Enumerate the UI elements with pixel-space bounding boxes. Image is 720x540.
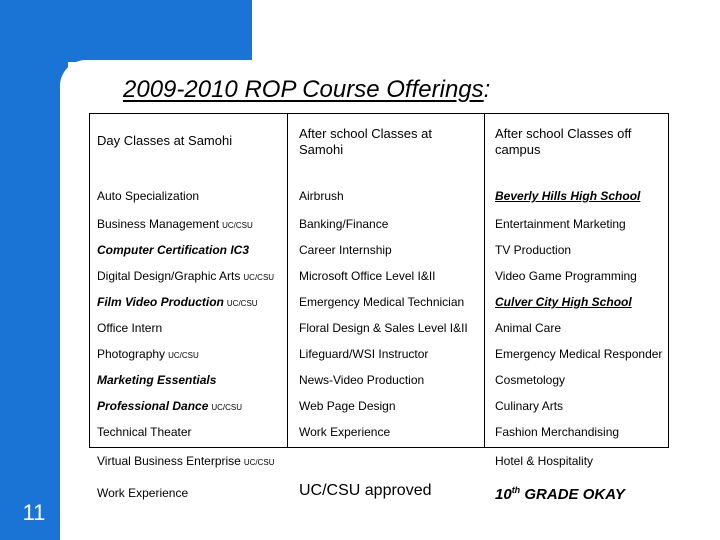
course-cell: Entertainment Marketing	[495, 217, 626, 231]
course-name: Photography	[97, 347, 166, 361]
course-cell: Technical Theater	[97, 425, 192, 439]
table-border-right	[668, 113, 669, 447]
decor-blue-sidebar	[0, 0, 68, 540]
course-cell: Auto Specialization	[97, 189, 200, 203]
uc-csu-tag: UC/CSU	[226, 299, 258, 308]
course-cell: Career Internship	[299, 243, 392, 257]
grade-suffix: th	[511, 485, 521, 495]
course-cell: Lifeguard/WSI Instructor	[299, 347, 429, 361]
grade-number: 10	[495, 486, 512, 503]
course-cell: Microsoft Office Level I&II	[299, 269, 436, 283]
table-border-top	[89, 113, 669, 114]
slide-title	[123, 76, 490, 104]
course-cell: Office Intern	[97, 321, 163, 335]
course-cell	[97, 399, 242, 415]
course-cell: Animal Care	[495, 321, 562, 335]
school-heading: Culver City High School	[495, 295, 632, 309]
course-name: Digital Design/Graphic Arts	[97, 269, 241, 283]
course-cell: Emergency Medical Responder	[495, 347, 663, 361]
uc-csu-tag: UC/CSU	[243, 273, 275, 282]
course-name: Business Management	[97, 217, 220, 231]
table-divider-1	[287, 113, 288, 447]
course-cell: Work Experience	[97, 486, 189, 500]
course-cell: Fashion Merchandising	[495, 425, 620, 439]
uc-csu-approved-note: UC/CSU approved	[299, 482, 432, 499]
course-name: Professional Dance	[97, 399, 209, 413]
course-cell: Cosmetology	[495, 373, 566, 387]
course-name: Virtual Business Enterprise	[97, 454, 241, 468]
course-cell	[97, 269, 274, 285]
grade-note	[495, 481, 625, 504]
course-cell: Video Game Programming	[495, 269, 637, 283]
course-cell: Web Page Design	[299, 399, 396, 413]
uc-csu-tag: UC/CSU	[243, 458, 275, 467]
course-cell	[97, 454, 275, 470]
header-day-classes: Day Classes at Samohi	[97, 133, 233, 148]
grade-text: GRADE OKAY	[520, 486, 625, 503]
course-cell: Hotel & Hospitality	[495, 454, 594, 468]
slide-title-colon: :	[483, 76, 491, 103]
course-cell: Culinary Arts	[495, 399, 564, 413]
course-cell: Emergency Medical Technician	[299, 295, 465, 309]
uc-csu-tag: UC/CSU	[222, 221, 253, 230]
uc-csu-tag: UC/CSU	[168, 351, 199, 360]
table-border-bottom	[89, 447, 669, 448]
course-cell: Banking/Finance	[299, 217, 389, 231]
course-cell: Airbrush	[299, 189, 344, 203]
course-name: Film Video Production	[97, 295, 224, 309]
course-cell: Work Experience	[299, 425, 391, 439]
course-cell: Computer Certification IC3	[97, 243, 250, 257]
slide-number: 11	[22, 500, 46, 525]
header-after-school-off-campus: After school Classes off campus	[495, 126, 632, 157]
table-divider-2	[484, 113, 485, 447]
header-after-school-samohi: After school Classes at Samohi	[299, 126, 432, 157]
table-border-left	[89, 113, 90, 447]
course-cell	[97, 295, 258, 311]
course-cell	[97, 217, 253, 233]
course-cell: TV Production	[495, 243, 572, 257]
slide-title-text: 2009-2010 ROP Course Offerings	[123, 76, 484, 103]
uc-csu-tag: UC/CSU	[211, 403, 243, 412]
school-heading: Beverly Hills High School	[495, 189, 641, 203]
course-cell: News-Video Production	[299, 373, 425, 387]
course-cell: Marketing Essentials	[97, 373, 217, 387]
course-cell: Floral Design & Sales Level I&II	[299, 321, 468, 335]
course-cell	[97, 347, 199, 363]
